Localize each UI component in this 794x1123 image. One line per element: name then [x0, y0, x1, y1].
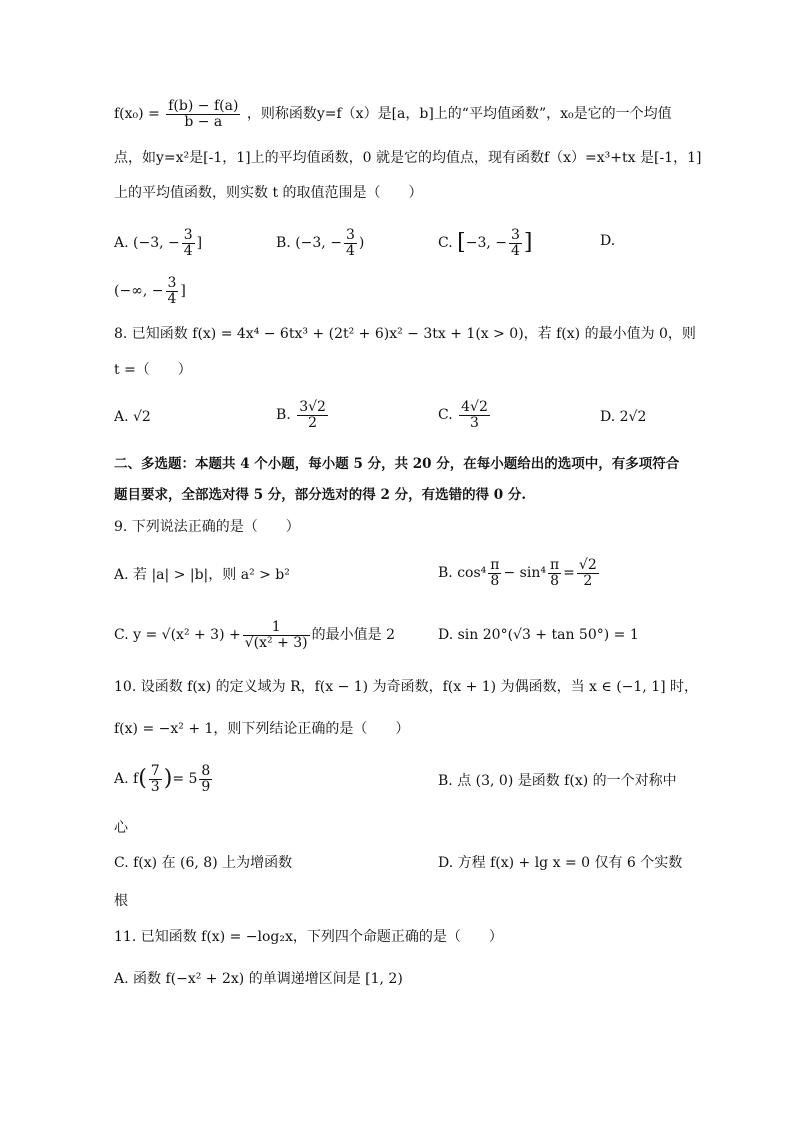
q9-option-c — [114, 620, 395, 650]
q9-c-label: C. — [114, 627, 129, 644]
q8-option-a — [114, 410, 151, 424]
q7-a-num: 3 — [183, 227, 193, 243]
q7-line1-text: ，则称函数y=f（x）是[a，b]上的“平均值函数”，x₀是它的一个均值 — [246, 106, 672, 123]
q10-a-fnum: 8 — [201, 763, 211, 779]
q7-c-label: C. — [438, 235, 453, 252]
q9-b-pi2: π — [549, 557, 560, 573]
q8-option-d — [600, 410, 646, 424]
q10-option-b-cont: 心 — [114, 820, 128, 836]
q8-c-num: 4√2 — [461, 399, 488, 415]
q9-c-pre: y = √(x² + 3) + — [133, 627, 241, 644]
q9-b-eq: = — [563, 565, 575, 582]
q9-b-d1: 8 — [490, 572, 500, 589]
q7-line2: 点，如y=x²是[-1，1]上的平均值函数，0 就是它的均值点，现有函数f（x）=x³+tx 是[-1，1] — [114, 150, 702, 166]
q7-option-b — [276, 228, 364, 258]
q7-option-c — [438, 228, 533, 258]
q8-line1: 8. 已知函数 f(x) = 4x⁴ − 6tx³ + (2t² + 6)x² − 3tx + 1(x > 0)，若 f(x) 的最小值为 0，则 — [114, 326, 696, 342]
q7-d-pre: (−∞, − — [114, 283, 164, 300]
q9-c-post: 的最小值是 2 — [311, 627, 395, 644]
q10-option-d-cont: 根 — [114, 893, 128, 909]
q9-b-frac3 — [577, 558, 599, 588]
q7-option-d-value — [114, 276, 186, 306]
section2-line1: 二、多选题：本题共 4 个小题，每小题 5 分，共 20 分，在每小题给出的选项中，有多项符合 — [114, 456, 680, 472]
q8-b-den: 2 — [308, 414, 318, 431]
q8-a-value: √2 — [133, 409, 151, 425]
q7-d-frac — [166, 276, 179, 306]
q7-frac-den: b − a — [184, 113, 223, 130]
q7-c-frac — [509, 228, 522, 258]
q7-a-pre: (−3, − — [133, 235, 180, 252]
q9-b-label: B. — [438, 565, 453, 582]
q10-a-fden: 9 — [201, 778, 211, 795]
q10-option-c: C. f(x) 在 (6, 8) 上为增函数 — [114, 855, 293, 871]
q7-fx0: f(x₀) = — [114, 106, 160, 123]
q10-a-eq: = 5 — [172, 771, 198, 788]
q7-frac-num: f(b) − f(a) — [168, 98, 239, 114]
q7-a-den: 4 — [183, 242, 193, 259]
q7-a-frac — [182, 228, 195, 258]
q9-c-frac — [243, 620, 310, 650]
q10-a-den: 3 — [150, 778, 160, 795]
q7-b-den: 4 — [345, 242, 355, 259]
q8-c-frac — [459, 400, 490, 430]
q9-option-b — [438, 558, 601, 588]
q8-option-b — [276, 400, 330, 430]
q10-a-frac — [149, 764, 162, 794]
q9-b-pi1: π — [490, 557, 500, 573]
q7-a-label: A. — [114, 235, 129, 252]
q10-a-label: A. — [114, 771, 129, 788]
q10-option-a — [114, 764, 214, 794]
q9-b-num: √2 — [578, 557, 597, 573]
q11-stem: 11. 已知函数 f(x) = −log₂x，下列四个命题正确的是（ ） — [114, 929, 503, 945]
q7-c-den: 4 — [511, 242, 520, 259]
q10-a-lparen: ( — [138, 766, 147, 792]
q7-b-frac — [344, 228, 357, 258]
q7-b-label: B. — [276, 235, 291, 252]
q10-option-b: B. 点 (3, 0) 是函数 f(x) 的一个对称中 — [438, 773, 677, 789]
q7-c-right-bracket: ] — [523, 230, 533, 256]
q8-line2: t =（ ） — [114, 362, 192, 378]
q9-stem: 9. 下列说法正确的是（ ） — [114, 519, 300, 535]
q10-a-num: 7 — [150, 763, 160, 779]
q7-a-post: ] — [196, 235, 203, 252]
q8-d-label: D. — [600, 409, 616, 425]
section2-line2: 题目要求，全部选对得 5 分，部分选对的得 2 分，有选错的得 0 分. — [114, 487, 527, 503]
q9-c-den: √(x² + 3) — [244, 634, 308, 651]
q9-b-sin: − sin⁴ — [503, 565, 546, 582]
q9-b-frac2 — [548, 558, 561, 588]
q9-c-num: 1 — [243, 620, 310, 636]
q7-line1 — [114, 99, 672, 129]
q8-option-c — [438, 400, 492, 430]
q8-b-label: B. — [276, 407, 291, 424]
q7-b-post: ) — [358, 235, 365, 252]
q10-a-rparen: ) — [163, 766, 173, 792]
q9-option-d: D. sin 20°(√3 + tan 50°) = 1 — [438, 627, 639, 643]
q10-line1: 10. 设函数 f(x) 的定义域为 R，f(x − 1) 为奇函数，f(x + 1) 为偶函数，当 x ∈ (−1, 1] 时， — [114, 679, 699, 695]
q8-b-num: 3√2 — [299, 399, 326, 415]
q8-d-value: 2√2 — [619, 409, 647, 425]
q10-line2: f(x) = −x² + 1，则下列结论正确的是（ ） — [114, 721, 410, 737]
q9-b-frac1 — [488, 558, 501, 588]
q7-mean-fraction — [166, 99, 240, 129]
q9-b-d2: 8 — [550, 572, 560, 589]
q7-d-num: 3 — [167, 275, 177, 291]
q9-b-den: 2 — [583, 572, 593, 589]
q11-option-a: A. 函数 f(−x² + 2x) 的单调递增区间是 [1, 2) — [114, 971, 403, 987]
q7-line3: 上的平均值函数，则实数 t 的取值范围是（ ） — [114, 185, 423, 201]
q8-b-frac — [297, 400, 328, 430]
q10-option-d: D. 方程 f(x) + lg x = 0 仅有 6 个实数 — [438, 855, 683, 871]
q7-option-d: D. — [600, 233, 616, 249]
q7-c-num: 3 — [511, 227, 520, 243]
q10-a-f: f — [133, 771, 139, 788]
q7-d-den: 4 — [167, 290, 177, 307]
q10-a-frac2 — [199, 764, 212, 794]
q7-b-num: 3 — [345, 227, 355, 243]
q8-c-label: C. — [438, 407, 453, 424]
q7-c-left-bracket: [ — [457, 230, 466, 256]
q7-c-pre: −3, − — [465, 235, 507, 252]
q7-b-pre: (−3, − — [295, 235, 342, 252]
q9-option-a: A. 若 |a| > |b|，则 a² > b² — [114, 567, 290, 583]
q9-b-cos: cos⁴ — [457, 565, 487, 582]
q7-option-a — [114, 228, 202, 258]
q7-d-post: ] — [180, 283, 186, 300]
q8-c-den: 3 — [470, 414, 479, 431]
q8-a-label: A. — [114, 409, 129, 425]
